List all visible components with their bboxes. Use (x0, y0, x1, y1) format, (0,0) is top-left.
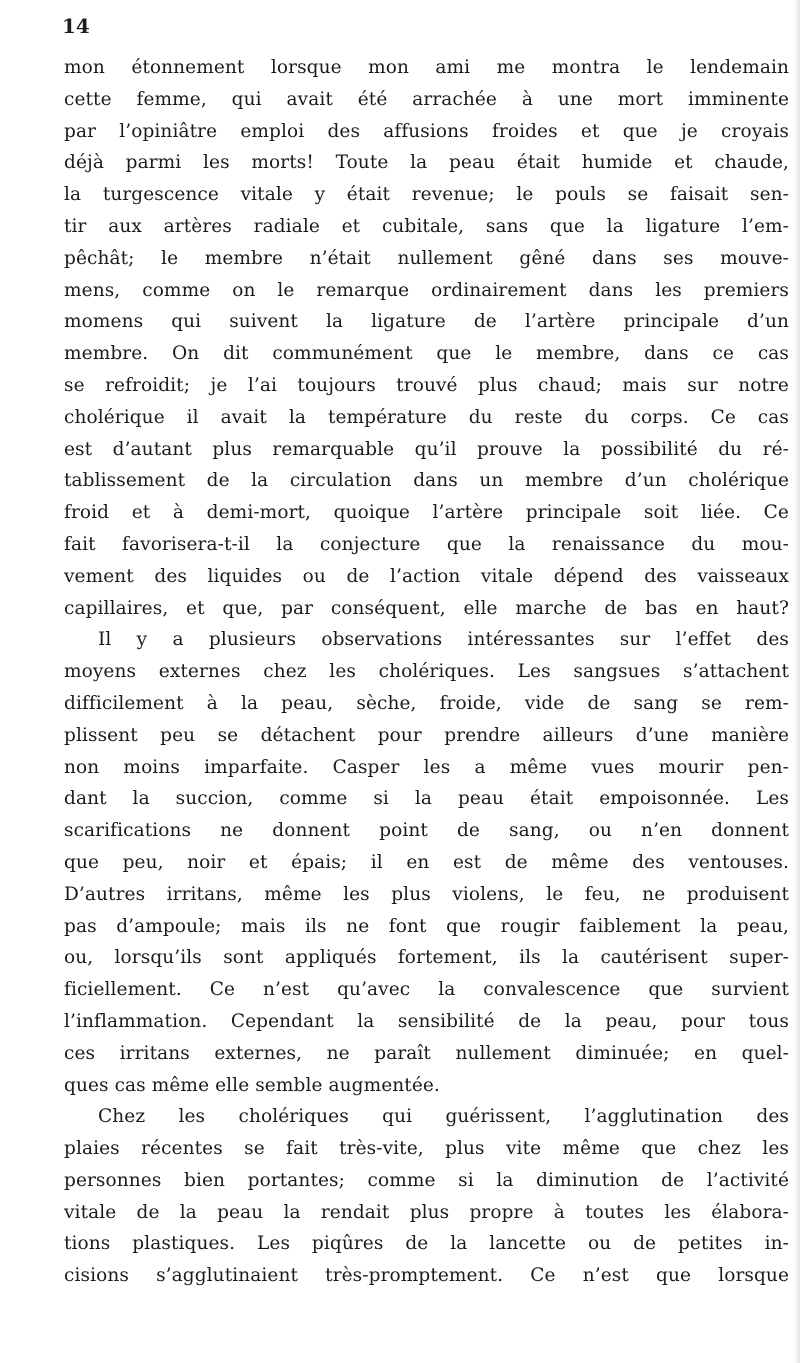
text-line: difficilement à la peau, sèche, froide, vide de sang se rem- (64, 692, 789, 714)
text-line: par l’opiniâtre emploi des affusions froides et que je croyais (64, 120, 789, 142)
text-line: cholérique il avait la température du reste du corps. Ce cas (64, 406, 789, 428)
text-line: dant la succion, comme si la peau était empoisonnée. Les (64, 788, 789, 810)
text-line: vitale de la peau la rendait plus propre à toutes les élabora- (64, 1201, 789, 1223)
text-line: l’inflammation. Cependant la sensibilité de la peau, pour tous (64, 1010, 789, 1032)
text-line: que peu, noir et épais; il en est de même des ventouses. (64, 851, 789, 873)
text-line: tablissement de la circulation dans un membre d’un cholérique (64, 470, 789, 492)
text-line: tir aux artères radiale et cubitale, sans que la ligature l’em- (64, 215, 789, 237)
text-line: mens, comme on le remarque ordinairement dans les premiers (64, 279, 789, 301)
body-text (64, 52, 789, 1292)
text-line: ou, lorsqu’ils sont appliqués fortement, ils la cautérisent super- (64, 947, 789, 969)
text-line: scarifications ne donnent point de sang, ou n’en donnent (64, 820, 789, 842)
text-line: moyens externes chez les cholériques. Les sangsues s’attachent (64, 661, 789, 683)
text-line: non moins imparfaite. Casper les a même vues mourir pen- (64, 756, 789, 778)
text-line: déjà parmi les morts! Toute la peau était humide et chaude, (64, 152, 789, 174)
text-line: plissent peu se détachent pour prendre ailleurs d’une manière (64, 724, 789, 746)
text-line: cisions s’agglutinaient très-promptement. Ce n’est que lorsque (64, 1265, 789, 1287)
text-line: Chez les cholériques qui guérissent, l’agglutination des (98, 1106, 789, 1128)
text-line: vement des liquides ou de l’action vitale dépend des vaisseaux (64, 565, 789, 587)
text-line: tions plastiques. Les piqûres de la lancette ou de petites in- (64, 1233, 789, 1255)
page-number: 14 (62, 14, 90, 38)
text-line: momens qui suivent la ligature de l’artère principale d’un (64, 311, 789, 333)
text-line: plaies récentes se fait très-vite, plus vite même que chez les (64, 1138, 789, 1160)
text-line: ces irritans externes, ne paraît nullement diminuée; en quel- (64, 1042, 789, 1064)
text-line: personnes bien portantes; comme si la diminution de l’activité (64, 1169, 789, 1191)
text-line: mon étonnement lorsque mon ami me montra le lendemain (64, 57, 789, 78)
page-edge-shadow (794, 0, 800, 1363)
text-line: capillaires, et que, par conséquent, elle marche de bas en haut? (64, 597, 789, 619)
text-line: est d’autant plus remarquable qu’il prouve la possibilité du ré- (64, 438, 789, 460)
text-line: ficiellement. Ce n’est qu’avec la convalescence que survient (64, 979, 789, 1001)
text-line: se refroidit; je l’ai toujours trouvé plus chaud; mais sur notre (64, 374, 789, 396)
text-line: fait favorisera-t-il la conjecture que la renaissance du mou- (64, 533, 789, 555)
text-line: froid et à demi-mort, quoique l’artère principale soit liée. Ce (64, 502, 789, 524)
text-line: la turgescence vitale y était revenue; le pouls se faisait sen- (64, 184, 789, 206)
text-line: membre. On dit communément que le membre, dans ce cas (64, 343, 789, 365)
text-line: pas d’ampoule; mais ils ne font que rougir faiblement la peau, (64, 915, 789, 937)
text-line: pêchât; le membre n’était nullement gêné dans ses mouve- (64, 247, 789, 269)
text-line: cette femme, qui avait été arrachée à une mort imminente (64, 88, 789, 110)
text-line: D’autres irritans, même les plus violens, le feu, ne produisent (64, 883, 789, 905)
text-line: Il y a plusieurs observations intéressantes sur l’effet des (98, 629, 789, 651)
text-line: ques cas même elle semble augmentée. (64, 1074, 440, 1096)
